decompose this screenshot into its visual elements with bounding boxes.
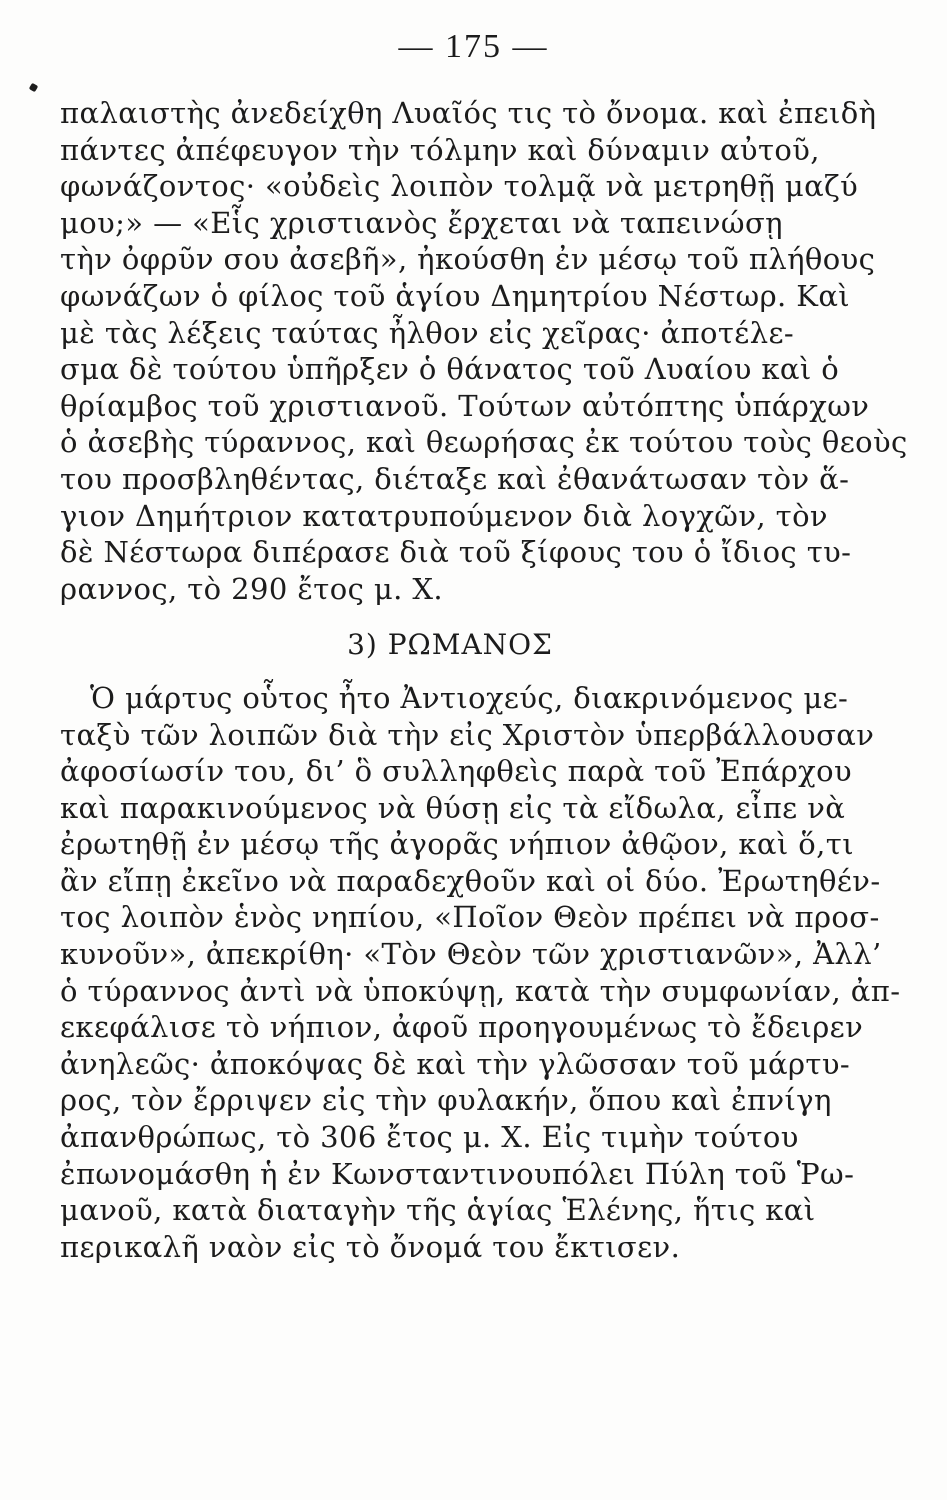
section-2-paragraph [60, 680, 901, 1266]
text-line: ταξὺ τῶν λοιπῶν διὰ τὴν εἰς Χριστὸν ὑπερβάλλουσαν [60, 717, 875, 752]
text-line: ἂν εἴπῃ ἐκεῖνο νὰ παραδεχθοῦν καὶ οἱ δύο. Ἐρωτηθέν- [60, 863, 881, 898]
section-heading: 3) ΡΩΜΑΝΟΣ [347, 628, 553, 662]
text-line: παλαιστὴς ἀνεδείχθη Λυαῖός τις τὸ ὄνομα. καὶ ἐπειδὴ [60, 96, 877, 130]
text-line: ἐρωτηθῇ ἐν μέσῳ τῆς ἀγορᾶς νήπιον ἀθῷον, καὶ ὅ,τι [60, 827, 854, 862]
text-line: περικαλῆ ναὸν εἰς τὸ ὄνομά του ἔκτισεν. [60, 1229, 681, 1264]
text-line: ἀνηλεῶς· ἀποκόψας δὲ καὶ τὴν γλῶσσαν τοῦ μάρτυ- [60, 1046, 851, 1081]
text-line: ὁ ἀσεβὴς τύραννος, καὶ θεωρήσας ἐκ τούτου τοὺς θεοὺς [60, 425, 908, 460]
text-line: μου;» — «Εἷς χριστιανὸς ἔρχεται νὰ ταπεινώσῃ [60, 205, 783, 240]
text-line: φωνάζων ὁ φίλος τοῦ ἁγίου Δημητρίου Νέστωρ. Καὶ [60, 278, 851, 313]
text-line: φωνάζοντος· «οὐδεὶς λοιπὸν τολμᾷ νὰ μετρηθῇ μαζύ [60, 169, 859, 204]
text-line: θρίαμβος τοῦ χριστιανοῦ. Τούτων αὐτόπτης ὑπάρχων [60, 388, 870, 423]
text-line: ἐπωνομάσθη ἡ ἐν Κωνσταντινουπόλει Πύλη τοῦ Ῥω- [60, 1156, 855, 1191]
text-line: Ὁ μάρτυς οὗτος ἦτο Ἀντιοχεύς, διακρινόμενος με- [90, 680, 849, 715]
text-line: εκεφάλισε τὸ νήπιον, ἀφοῦ προηγουμένως τὸ ἔδειρεν [60, 1010, 864, 1045]
text-line: του προσβληθέντας, διέταξε καὶ ἐθανάτωσαν τὸν ἅ- [60, 461, 850, 496]
text-line: σμα δὲ τούτου ὑπῆρξεν ὁ θάνατος τοῦ Λυαίου καὶ ὁ [60, 352, 840, 387]
text-line: γιον Δημήτριον κατατρυπούμενον διὰ λογχῶν, τὸν [60, 498, 828, 533]
text-line: κυνοῦν», ἀπεκρίθη· «Τὸν Θεὸν τῶν χριστιανῶν», Ἀλλ’ [60, 937, 882, 972]
ink-speck [29, 83, 39, 93]
text-line: τος λοιπὸν ἑνὸς νηπίου, «Ποῖον Θεὸν πρέπει νὰ προσ- [60, 900, 880, 935]
page-number: — 175 — [398, 28, 549, 65]
text-line: ἀφοσίωσίν του, δι’ ὃ συλληφθεὶς παρὰ τοῦ Ἐπάρχου [60, 754, 853, 789]
text-line: πάντες ἀπέφευγον τὴν τόλμην καὶ δύναμιν αὐτοῦ, [60, 132, 820, 167]
section-1-paragraph [60, 95, 908, 607]
text-line: ραννος, τὸ 290 ἔτος μ. Χ. [60, 571, 443, 606]
text-line: ρος, τὸν ἔρριψεν εἰς τὴν φυλακήν, ὅπου καὶ ἐπνίγη [60, 1083, 832, 1118]
text-line: καὶ παρακινούμενος νὰ θύσῃ εἰς τὰ εἴδωλα, εἶπε νὰ [60, 790, 846, 825]
text-line: ὁ τύραννος ἀντὶ νὰ ὑποκύψῃ, κατὰ τὴν συμφωνίαν, ἀπ- [60, 973, 901, 1008]
text-line: ἀπανθρώπως, τὸ 306 ἔτος μ. Χ. Εἰς τιμὴν τούτου [60, 1120, 799, 1155]
page-body [60, 95, 908, 1265]
text-line: δὲ Νέστωρα διπέρασε διὰ τοῦ ξίφους του ὁ ἴδιος τυ- [60, 535, 852, 570]
text-line: τὴν ὀφρῦν σου ἀσεβῆ», ἠκούσθη ἐν μέσῳ τοῦ πλήθους [60, 242, 876, 277]
text-line: μὲ τὰς λέξεις ταύτας ἦλθον εἰς χεῖρας· ἀποτέλε- [60, 315, 795, 350]
text-line: μανοῦ, κατὰ διαταγὴν τῆς ἁγίας Ἑλένης, ἥτις καὶ [60, 1193, 816, 1228]
